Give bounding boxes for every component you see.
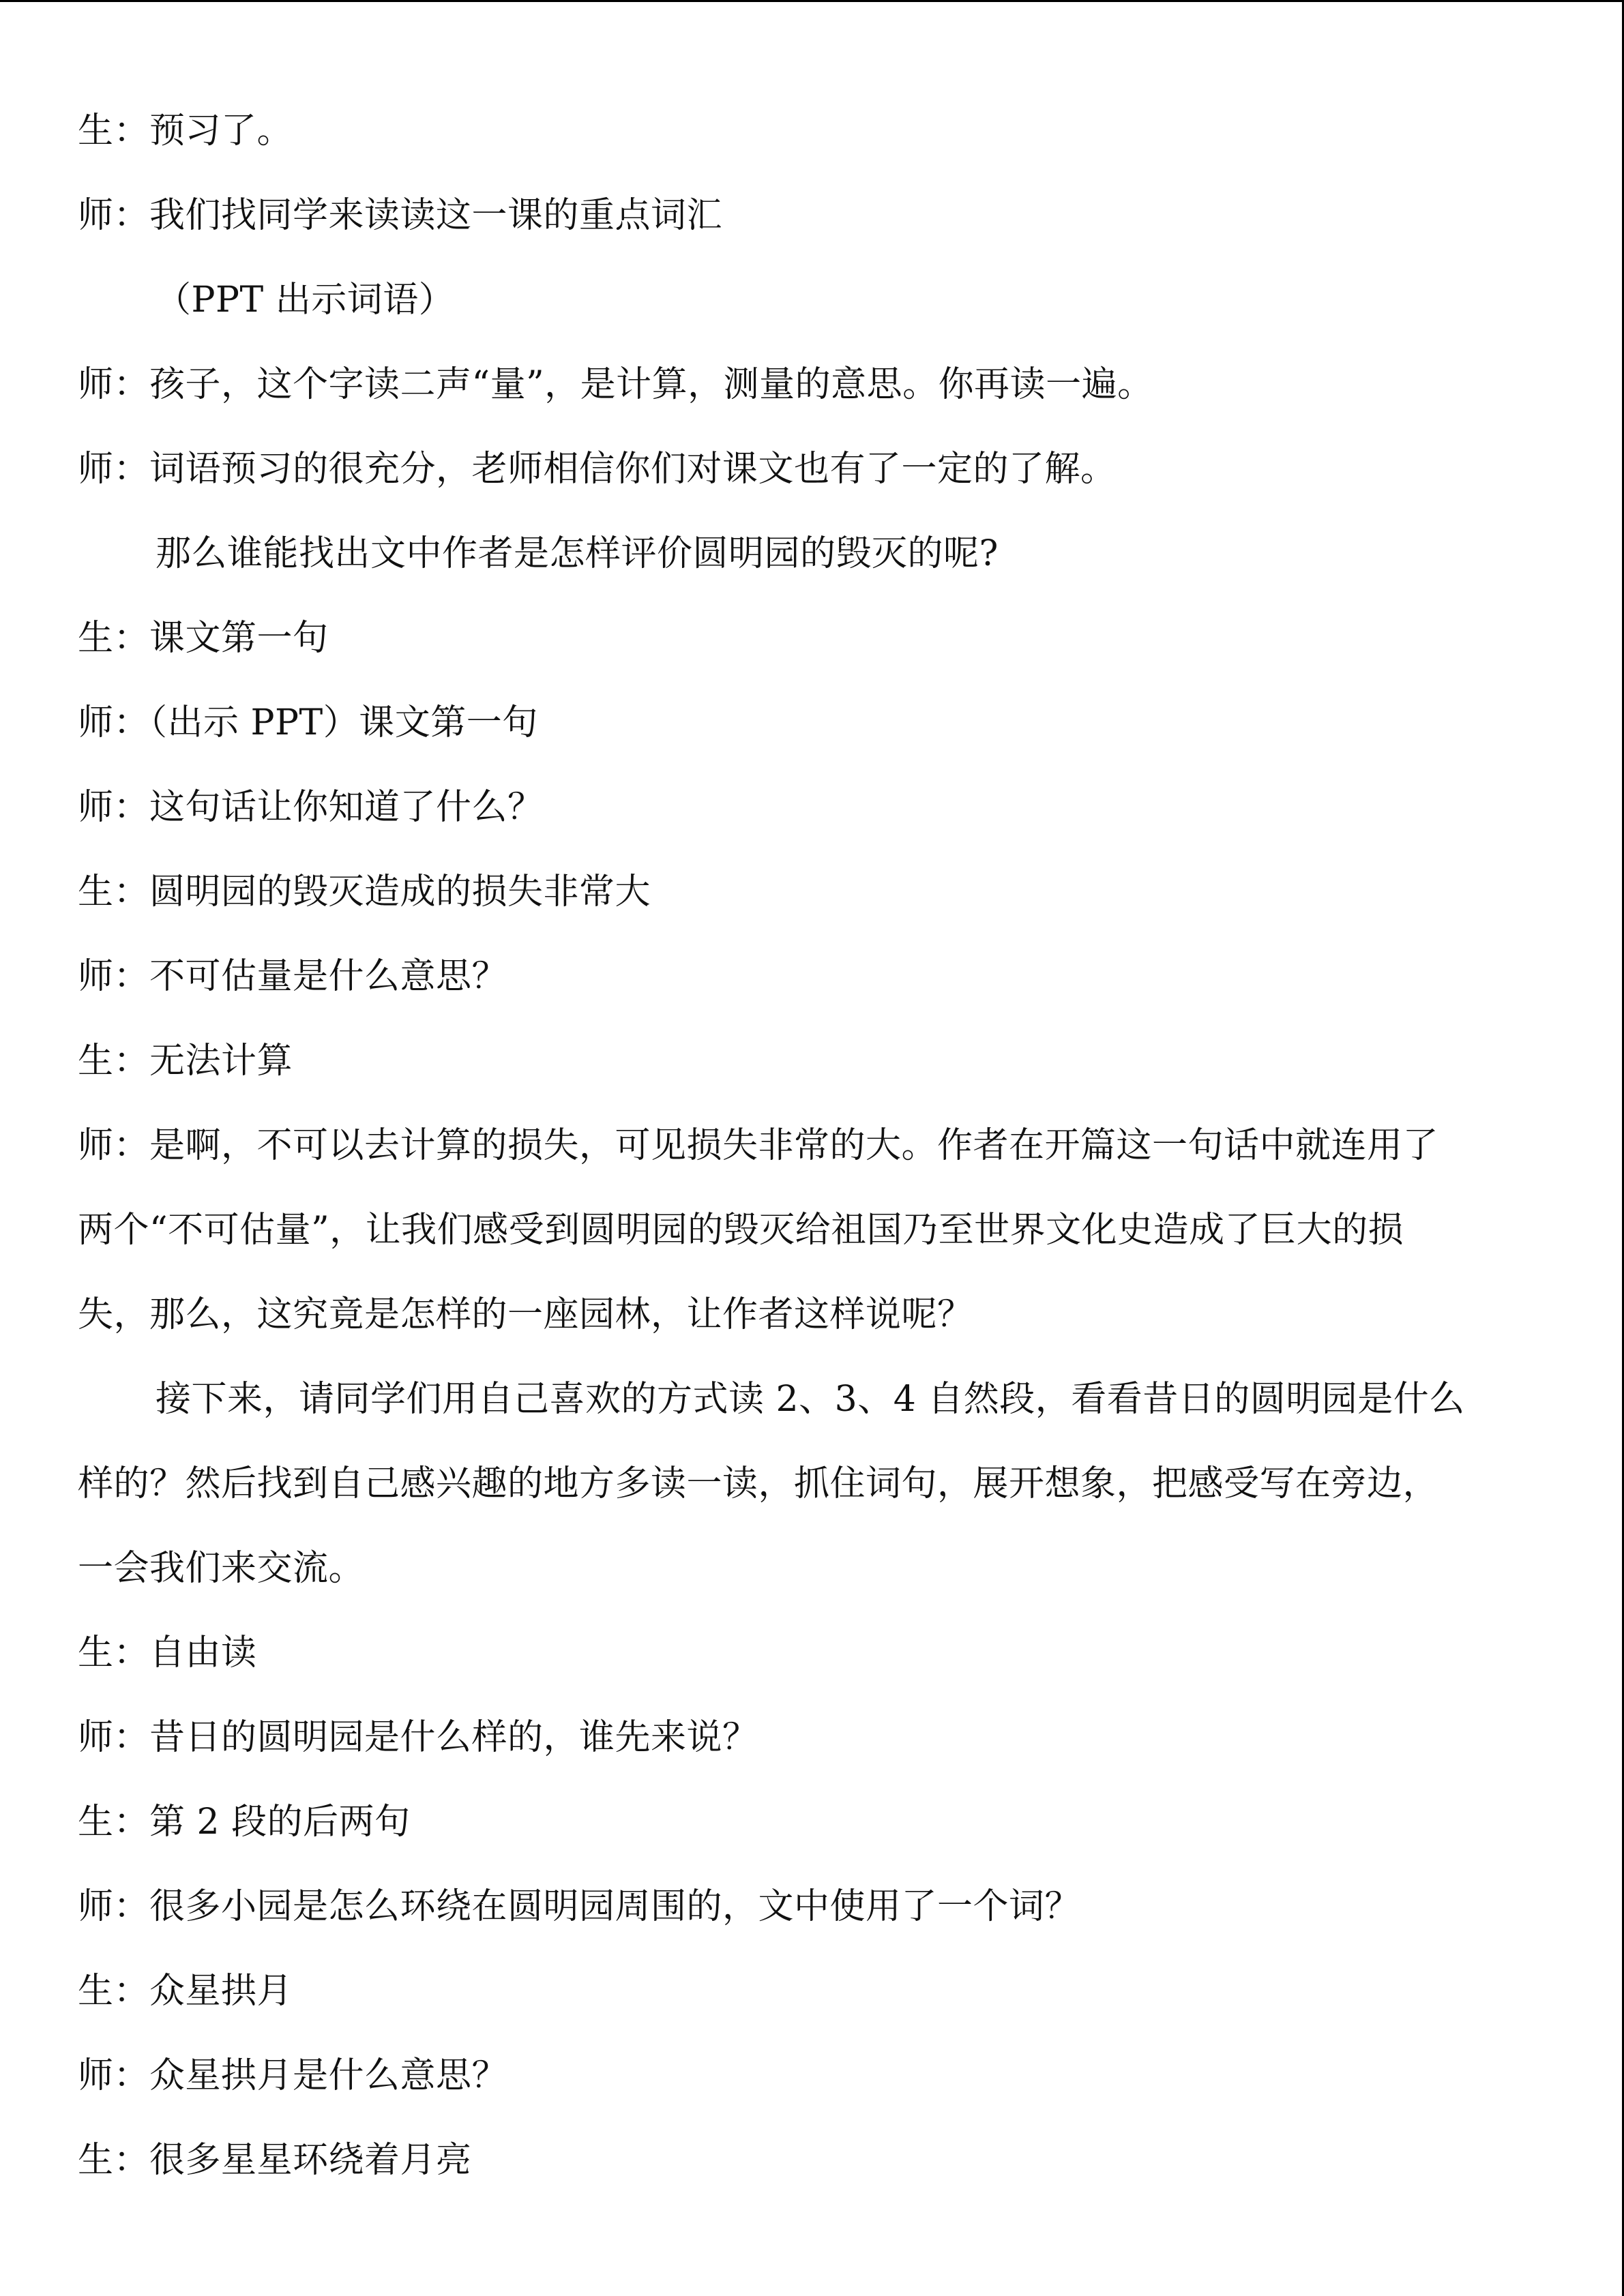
page-top-border bbox=[0, 0, 1624, 2]
text-line: 生：很多星星环绕着月亮 bbox=[78, 2140, 472, 2181]
text-line: 师：词语预习的很充分，老师相信你们对课文也有了一定的了解。 bbox=[78, 449, 1117, 490]
text-line: 师：不可估量是什么意思？ bbox=[78, 956, 508, 997]
text-line: 接下来，请同学们用自己喜欢的方式读 2、3、4 自然段，看看昔日的圆明园是什么 bbox=[156, 1379, 1465, 1420]
text-line: 师：（出示 PPT）课文第一句 bbox=[78, 702, 538, 743]
text-line: 师：众星拱月是什么意思？ bbox=[78, 2055, 508, 2096]
text-line: 生：第 2 段的后两句 bbox=[78, 1802, 411, 1843]
text-line: 生：自由读 bbox=[78, 1632, 257, 1673]
text-line: 师：这句话让你知道了什么？ bbox=[78, 787, 544, 828]
text-line: 生：圆明园的毁灭造成的损失非常大 bbox=[78, 871, 651, 912]
text-line: 样的？然后找到自己感兴趣的地方多读一读，抓住词句，展开想象，把感受写在旁边， bbox=[78, 1463, 1439, 1504]
text-line: 生：预习了。 bbox=[78, 110, 293, 151]
text-line: 两个“不可估量”，让我们感受到圆明园的毁灭给祖国乃至世界文化史造成了巨大的损 bbox=[78, 1210, 1404, 1251]
text-line: 那么谁能找出文中作者是怎样评价圆明园的毁灭的呢? bbox=[156, 533, 999, 574]
document-body bbox=[78, 89, 1531, 2203]
text-line: 师：是啊，不可以去计算的损失，可见损失非常的大。作者在开篇这一句话中就连用了 bbox=[78, 1125, 1439, 1166]
text-line: 师：孩子，这个字读二声“量”，是计算，测量的意思。你再读一遍。 bbox=[78, 364, 1153, 405]
text-line: 师：昔日的圆明园是什么样的，谁先来说？ bbox=[78, 1717, 758, 1758]
text-line: 一会我们来交流。 bbox=[78, 1548, 365, 1589]
text-line: 生：众星拱月 bbox=[78, 1971, 293, 2012]
text-line: 师：很多小园是怎么环绕在圆明园周围的，文中使用了一个词？ bbox=[78, 1886, 1081, 1927]
text-line: （PPT 出示词语） bbox=[156, 280, 455, 320]
text-line: 生：无法计算 bbox=[78, 1041, 293, 1082]
text-line: 生：课文第一句 bbox=[78, 618, 329, 659]
text-line: 师：我们找同学来读读这一课的重点词汇 bbox=[78, 195, 723, 236]
text-line: 失，那么，这究竟是怎样的一座园林，让作者这样说呢？ bbox=[78, 1294, 973, 1335]
